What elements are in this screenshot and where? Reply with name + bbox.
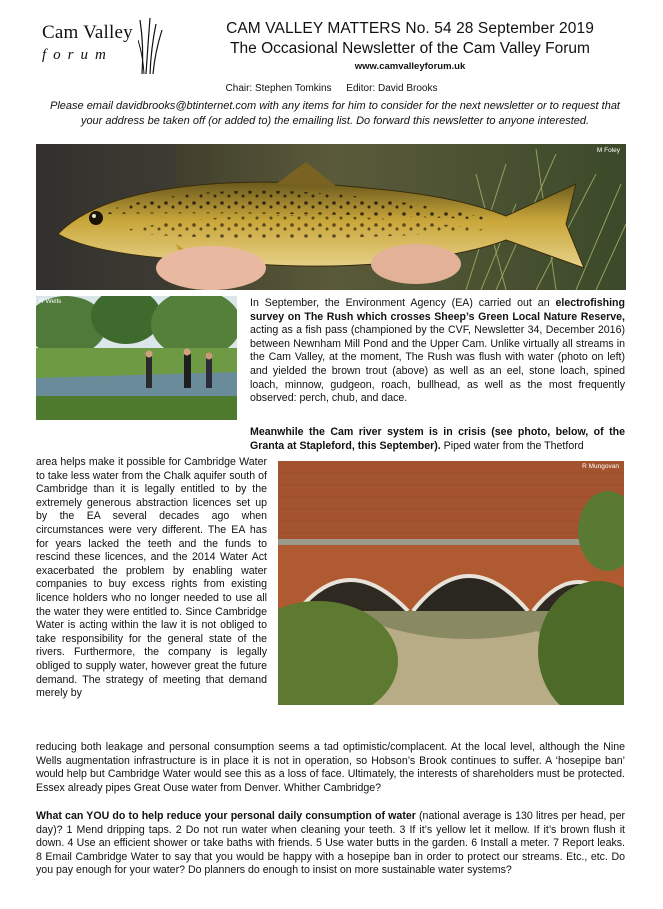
logo-subtitle: forum: [42, 47, 113, 63]
chair-name: Chair: Stephen Tomkins: [225, 83, 332, 94]
logo-title: Cam Valley: [42, 22, 133, 43]
paragraph-electrofishing: In September, the Environment Agency (EA) carried out an electrofishing survey on The Rush which crosses Sheep’s Green Local Nature Reserve, acting as a fish pass (championed by the CVF, Newsletter 34, December 2016) between Newnham Mill Pond and the Upper Cam. Unlike virtually all streams in the Cam Valley, at the moment, The Rush was flush with water (photo on left) and yielded the brown trout (above) as well as an eel, stone loach, spined loach, minnow, gudgeon, roach, bullhead, as well as the most frequently observed: perch, chub, and dace.: [250, 297, 625, 405]
forum-logo: [34, 16, 164, 76]
rush-photo-credit: R Wells: [39, 298, 62, 305]
paragraph-abstraction-continued: reducing both leakage and personal consumption seems a tad optimistic/complacent. At the local level, although the Nine Wells augmentation infrastructure is in place it is not in operation, so Hobson’s Brook continues to suffer. A ‘hosepipe ban’ would help but Cambridge Water would see this as a loss of face. Ultimately, the interests of shareholders must be protected. Essex already pipes Great Ouse water from Denver. Whither Cambridge?: [36, 741, 625, 794]
paragraph-what-you-can-do: What can YOU do to help reduce your personal daily consumption of water (national average is 130 litres per head, per day)? 1 Mend dripping taps. 2 Do not run water when cleaning your teeth. 3 If it’s yellow let it mellow. If it’s brown flush it down. 4 Use an efficient shower or take baths with friends. 5 Use water butts in the garden. 6 Install a meter. 7 Report leaks. 8 Email Cambridge Water to say that you would be happy with a hosepipe ban in order to protect our streams. Etc., etc. Do you pay enough for your water? Do planners do enough to insist on more sustainable water systems?: [36, 810, 625, 877]
granta-photo: [278, 461, 624, 705]
issue-line: CAM VALLEY MATTERS No. 54 28 September 2019: [226, 20, 594, 37]
editor-name: Editor: David Brooks: [346, 83, 438, 94]
paragraph-abstraction-column: area helps make it possible for Cambridge Water to take less water from the Chalk aquifer south of Cambridge than it is legally entitled to by the extremely generous abstraction licences set up by the EA several decades ago when circumstances were very different. The EA has for years lacked the teeth and the funds to rescind these licences, and the 2014 Water Act exacerbated the problem by enabling water companies to buy excess rights from existing licence holders who no longer needed to use all the water they were entitled to. Since Cambridge Water is acting within the law it is not obliged to take responsibility for the general state of the rivers. Furthermore, the company is legally obliged to supply water, however great the future demand. The strategy of meeting that demand merely by: [36, 456, 267, 700]
intro-note: Please email davidbrooks@btinternet.com with any items for him to consider for the next newsletter or to request that your address be taken off (or added to) the emailing list. Do forward this newsletter to anyone interested.: [50, 100, 620, 127]
paragraph-crisis: Meanwhile the Cam river system is in crisis (see photo, below, of the Granta at Stapleford, this September). Piped water from the Thetford: [250, 426, 625, 452]
website-link[interactable]: www.camvalleyforum.uk: [354, 61, 466, 72]
masthead: [160, 20, 660, 72]
officers-line: [0, 83, 663, 94]
granta-photo-credit: R Mungovan: [582, 463, 619, 470]
newsletter-title: The Occasional Newsletter of the Cam Valley Forum: [230, 40, 590, 57]
trout-photo-credit: M Foley: [596, 147, 620, 154]
trout-photo: [36, 144, 626, 290]
rush-photo: [36, 296, 237, 420]
